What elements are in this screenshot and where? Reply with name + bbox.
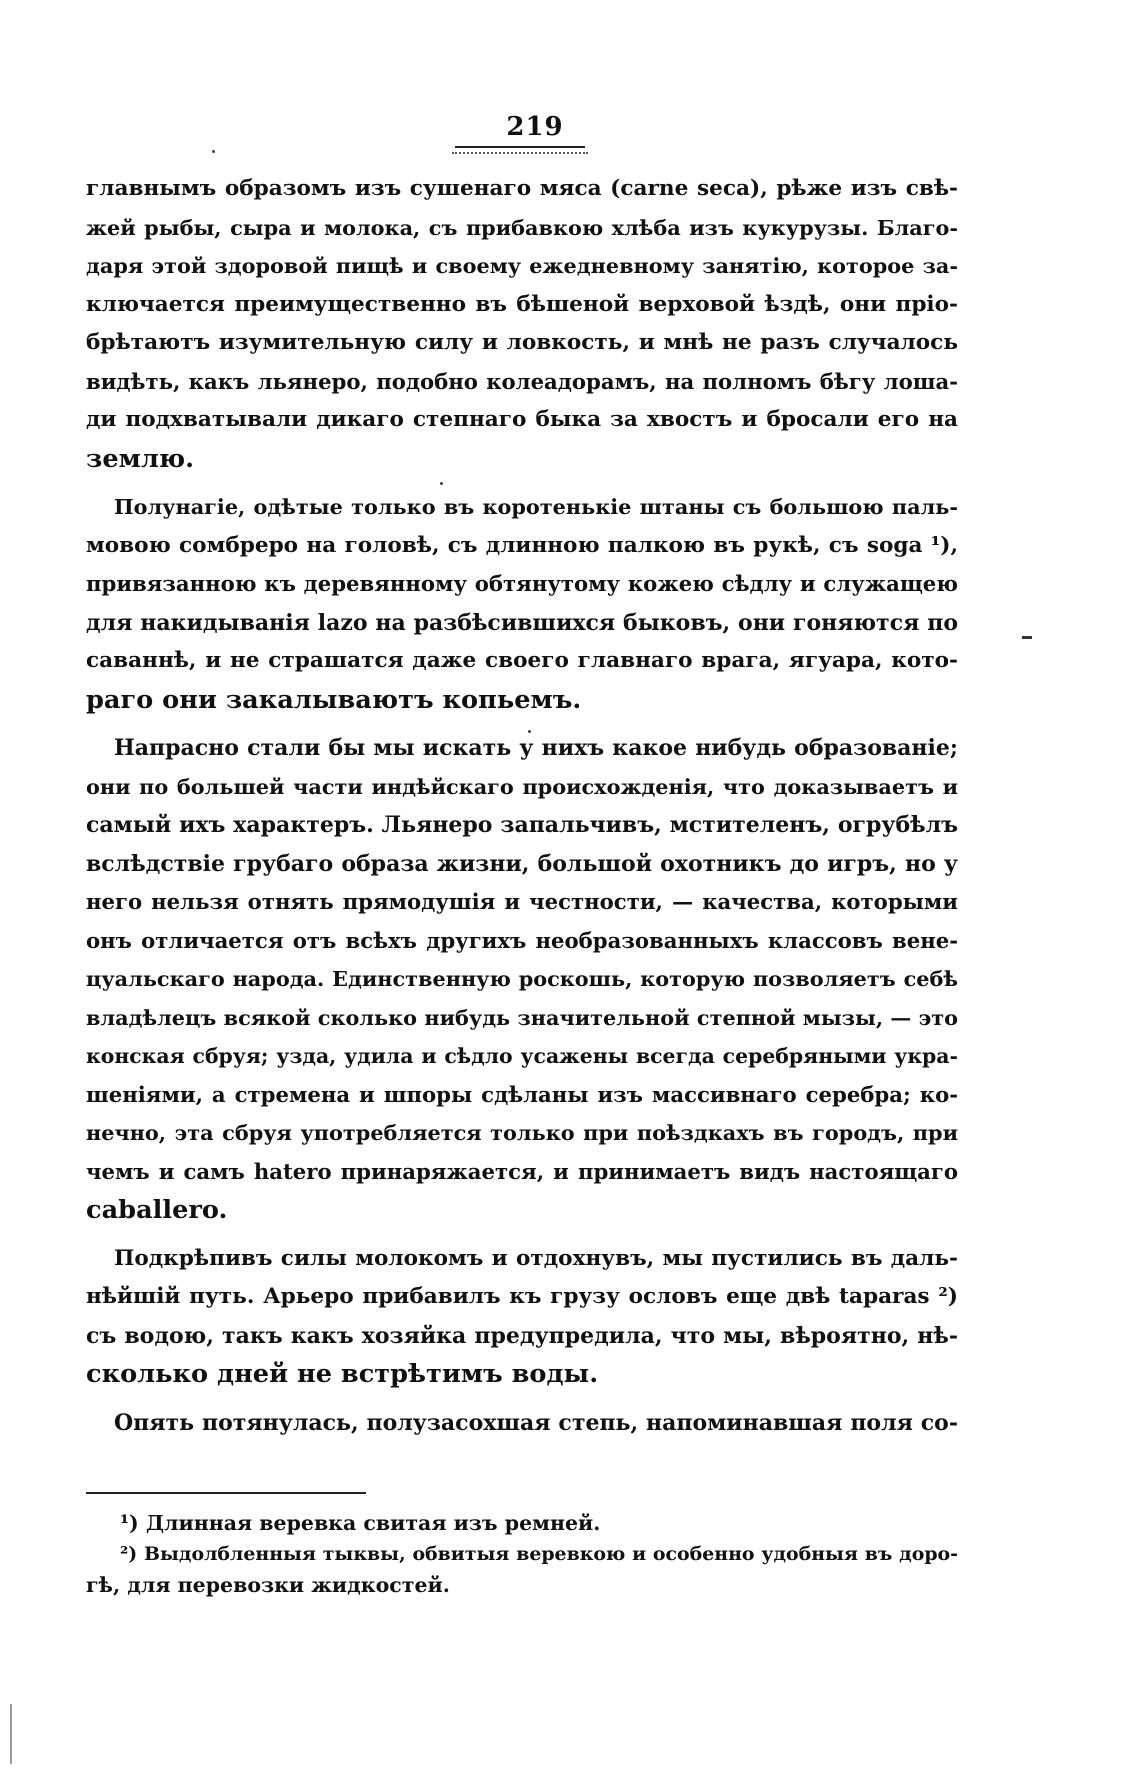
text-line: привязанною къ деревянному обтянутому кожею сѣдлу и служащею bbox=[86, 571, 958, 596]
text-line: Напрасно стали бы мы искать у нихъ какое нибудь образованіе; bbox=[114, 735, 958, 761]
text-line: мовою сомбреро на головѣ, съ длинною палкою въ рукѣ, съ soga ¹), bbox=[86, 532, 958, 558]
text-line: видѣть, какъ льянеро, подобно колеадорамъ, на полномъ бѣгу лоша- bbox=[86, 368, 958, 394]
margin-mark bbox=[1022, 636, 1032, 639]
text-line: жей рыбы, сыра и молока, съ прибавкою хлѣба изъ кукурузы. Благо- bbox=[86, 214, 958, 240]
paragraph-gap bbox=[86, 478, 958, 488]
text-line: владѣлецъ всякой сколько нибудь значительной степной мызы, — это bbox=[86, 1004, 958, 1030]
text-line: чемъ и самъ hatero принаряжается, и принимаетъ видъ настоящаго bbox=[86, 1158, 958, 1184]
footnote-1: ¹) Длинная веревка свитая изъ ремней. bbox=[120, 1511, 601, 1535]
footnote-rule bbox=[86, 1492, 366, 1494]
footnotes bbox=[86, 1508, 958, 1601]
text-line: съ водою, такъ какъ хозяйка предупредила, что мы, вѣроятно, нѣ- bbox=[86, 1322, 958, 1349]
header-rule bbox=[455, 146, 585, 148]
text-line: конская сбруя; узда, удила и сѣдло усажены всегда серебряными укра- bbox=[86, 1044, 958, 1068]
text-line: для накидыванія lazo на разбѣсившихся быковъ, они гоняются по bbox=[86, 609, 958, 636]
body-text bbox=[86, 170, 958, 1442]
scan-speck bbox=[528, 730, 531, 733]
paragraph-gap bbox=[86, 719, 958, 729]
text-line: даря этой здоровой пищѣ и своему ежедневному занятію, которое за- bbox=[86, 253, 958, 278]
scan-speck bbox=[440, 482, 443, 485]
text-line: него нельзя отнять прямодушія и честности, — качества, которыми bbox=[86, 889, 958, 914]
text-line: нечно, эта сбруя употребляется только при поѣздкахъ въ городъ, при bbox=[86, 1120, 958, 1145]
text-line: caballero. bbox=[86, 1195, 228, 1225]
text-line: нѣйшій путь. Арьеро прибавилъ къ грузу ословъ еще двѣ taparas ²) bbox=[86, 1284, 958, 1309]
text-line: шеніями, а стремена и шпоры сдѣланы изъ массивнаго серебра; ко- bbox=[86, 1081, 958, 1107]
header-rule-dotted bbox=[452, 152, 588, 154]
text-line: самый ихъ характеръ. Льянеро запальчивъ, мстителенъ, огрубѣлъ bbox=[86, 812, 958, 838]
paragraph-gap bbox=[86, 1230, 958, 1240]
text-line: цуальскаго народа. Единственную роскошь, которую позволяетъ себѣ bbox=[86, 966, 958, 991]
text-line: вслѣдствіе грубаго образа жизни, большой охотникъ до игръ, но у bbox=[86, 850, 958, 877]
text-line: землю. bbox=[86, 443, 195, 474]
text-line: сколько дней не встрѣтимъ воды. bbox=[86, 1359, 599, 1389]
text-line: ди подхватывали дикаго степнаго быка за хвостъ и бросали его на bbox=[86, 407, 958, 432]
text-line: Опять потянулась, полузасохшая степь, напоминавшая поля со- bbox=[114, 1409, 958, 1436]
footnote-2: ²) Выдолбленныя тыквы, обвитыя веревкою и особенно удобныя въ доро- bbox=[120, 1543, 958, 1565]
text-line: они по большей части индѣйскаго происхожденія, что доказываетъ и bbox=[86, 773, 958, 799]
text-line: Подкрѣпивъ силы молокомъ и отдохнувъ, мы пустились въ даль- bbox=[114, 1245, 958, 1271]
page-number: 219 bbox=[506, 112, 564, 142]
text-line: онъ отличается отъ всѣхъ другихъ необразованныхъ классовъ вене- bbox=[86, 927, 958, 953]
text-line: саваннѣ, и не страшатся даже своего главнаго врага, ягуара, кото- bbox=[86, 648, 958, 673]
text-line: брѣтаютъ изумительную силу и ловкость, и мнѣ не разъ случалось bbox=[86, 330, 958, 355]
footnote-2-continuation: гѣ, для перевозки жидкостей. bbox=[86, 1573, 450, 1597]
text-line: Полунагіе, одѣтые только въ коротенькіе штаны съ большою паль- bbox=[114, 494, 958, 519]
text-line: главнымъ образомъ изъ сушенаго мяса (carne seca), рѣже изъ свѣ- bbox=[86, 176, 958, 201]
text-line: раго они закалываютъ копьемъ. bbox=[86, 684, 582, 715]
scan-speck bbox=[212, 150, 215, 153]
text-line: ключается преимущественно въ бѣшеной верховой ѣздѣ, они пріо- bbox=[86, 291, 958, 317]
scan-edge-mark bbox=[10, 1704, 12, 1764]
paragraph-gap bbox=[86, 1394, 958, 1404]
